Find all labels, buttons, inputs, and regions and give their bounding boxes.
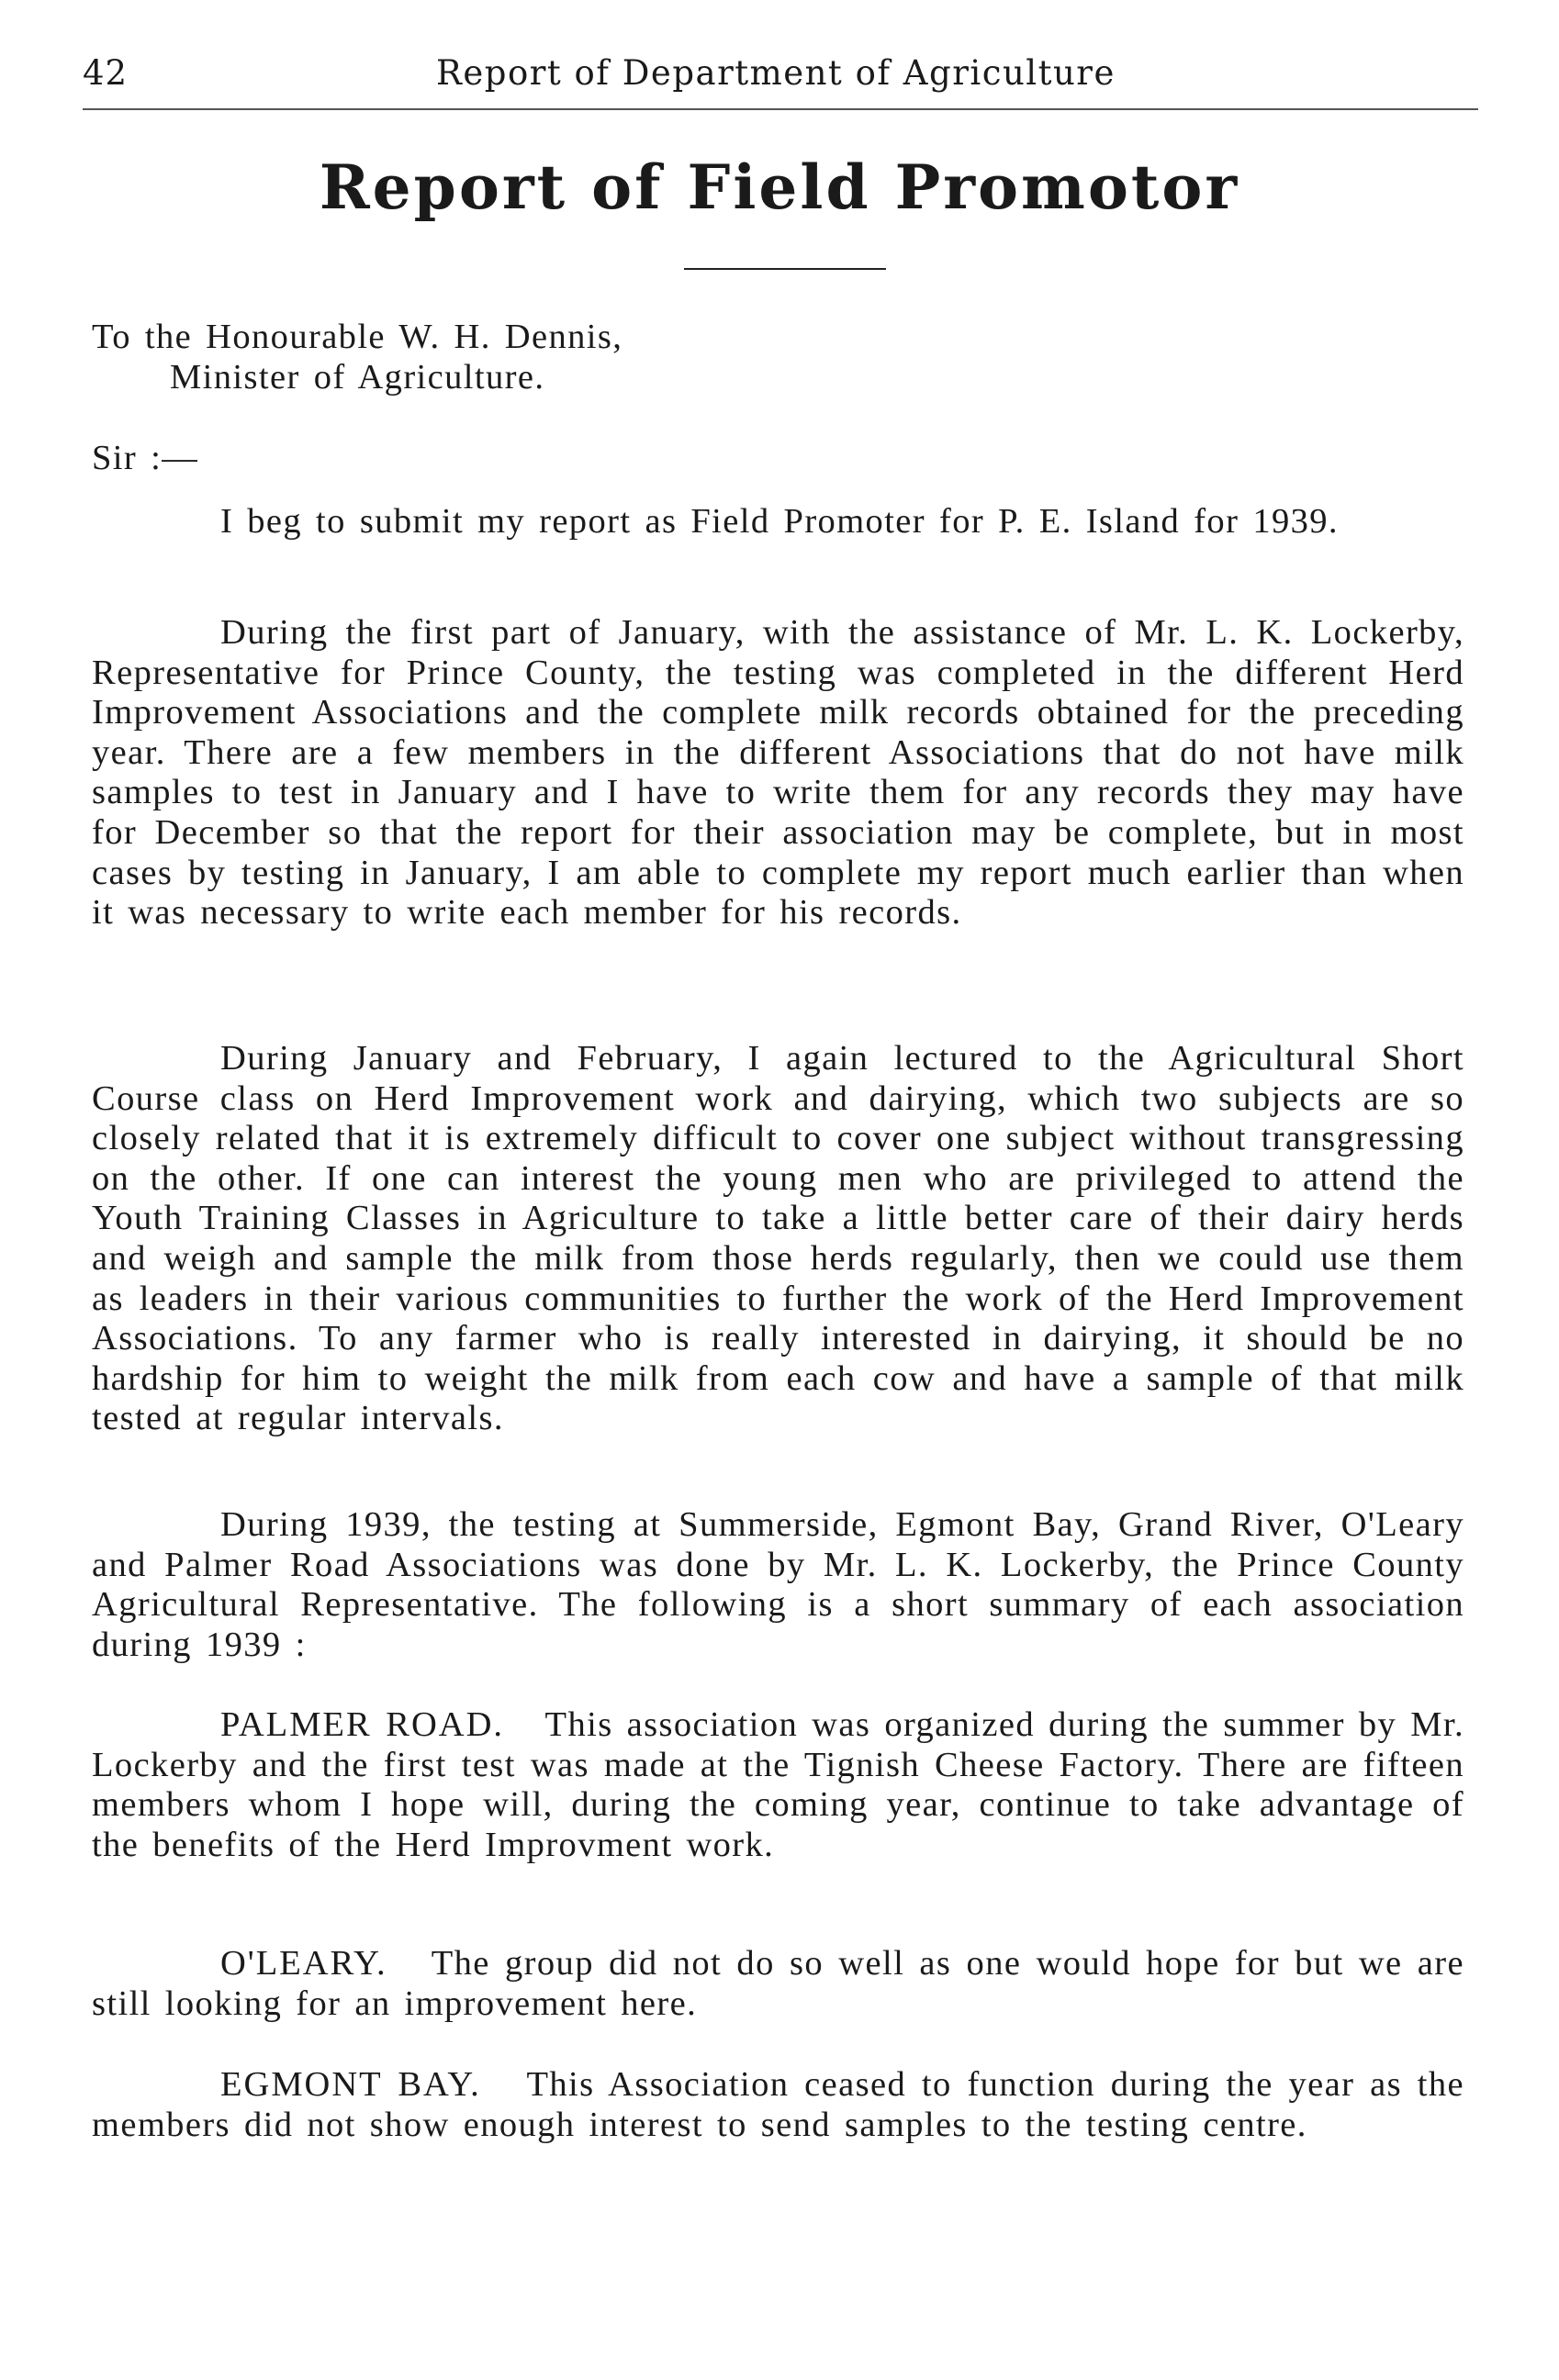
salutation: Sir :— (92, 439, 199, 477)
paragraph-testing-1939: During 1939, the testing at Summerside, Egmont Bay, Grand River, O'Leary and Palmer Road Associations was done by Mr. L. K. Lockerby, the Prince County Agricultural Representative. The following is a short summary of each association during 1939 : (92, 1505, 1464, 1664)
association-name-egmont-bay: EGMONT BAY. (220, 2065, 481, 2104)
paragraph-intro: I beg to submit my report as Field Promoter for P. E. Island for 1939. (220, 502, 1339, 541)
running-header (83, 53, 1478, 108)
report-title: Report of Field Promotor (319, 151, 1240, 223)
association-text-palmer-road: This association was organized during the summer by Mr. Lockerby and the first test was made at the Tignish Cheese Factory. There are fifteen members whom I hope will, during the coming year, continue to take advantage of the benefits of the Herd Improvment work. (92, 1705, 1464, 1864)
association-name-palmer-road: PALMER ROAD. (220, 1705, 505, 1744)
header-divider (83, 108, 1478, 110)
paragraph-palmer-road (92, 1705, 1464, 1865)
association-text-egmont-bay: This Association ceased to function during the year as the members did not show enough interest to send samples to the testing centre. (92, 2065, 1464, 2144)
paragraph-oleary (92, 1944, 1464, 2024)
paragraph-short-course: During January and February, I again lectured to the Agricultural Short Course class on Herd Improvement work and dairying, which two subjects are so closely related that it is extremely difficult to cover one subject without transgressing on the other. If one can interest the young men who are privileged to attend the Youth Training Classes in Agriculture to take a little better care of their dairy herds and weigh and sample the milk from those herds regularly, then we could use them as leaders in their various communities to further the work of the Herd Improvement Associations. To any farmer who is really interested in dairying, it should be no hardship for him to weight the milk from each cow and have a sample of that milk tested at regular intervals. (92, 1039, 1464, 1438)
association-text-oleary: The group did not do so well as one would hope for but we are still looking for an improvement here. (92, 1944, 1464, 2023)
paragraph-january-testing: During the first part of January, with the assistance of Mr. L. K. Lockerby, Representative for Prince County, the testing was completed in the different Herd Improvement Associations and the complete milk records obtained for the preceding year. There are a few members in the different Associations that do not have milk samples to test in January and I have to write them for any records they may have for December so that the report for their association may be complete, but in most cases by testing in January, I am able to complete my report much earlier than when it was necessary to write each member for his records. (92, 613, 1464, 933)
page-number: 42 (83, 53, 129, 93)
title-divider (684, 268, 886, 270)
address-line-2: Minister of Agriculture. (170, 358, 545, 397)
paragraph-egmont-bay (92, 2065, 1464, 2145)
address-line-1: To the Honourable W. H. Dennis, (92, 318, 623, 356)
association-name-oleary: O'LEARY. (220, 1944, 387, 1983)
running-title: Report of Department of Agriculture (436, 53, 1116, 93)
